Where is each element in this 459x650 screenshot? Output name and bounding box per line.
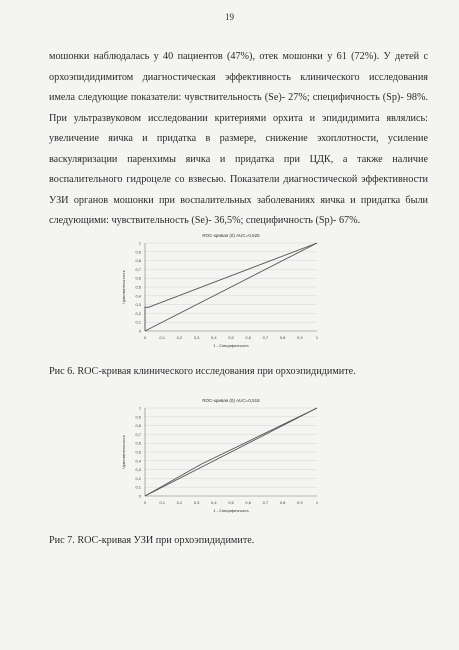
y-tick-label: 0,5 <box>135 284 141 290</box>
y-tick-label: 0,2 <box>135 310 141 316</box>
y-tick-label: 0,5 <box>135 449 141 455</box>
y-tick-label: 1 <box>138 405 141 411</box>
chart-title: ROC-кривая (0) AUC=0,625 <box>202 233 260 238</box>
x-tick-label: 0,7 <box>262 335 269 340</box>
y-tick-label: 0,2 <box>135 475 141 481</box>
y-tick-label: 0,7 <box>135 431 141 437</box>
y-tick-label: 1 <box>138 240 141 246</box>
roc-chart-clinical <box>112 228 332 358</box>
y-tick-label: 0,6 <box>135 440 141 446</box>
y-tick-label: 0,8 <box>135 423 141 429</box>
x-tick-label: 0,6 <box>245 500 251 505</box>
x-tick-label: 0,3 <box>193 500 200 505</box>
x-axis-label: 1 - Специфичность <box>213 508 249 513</box>
x-tick-label: 0,2 <box>176 335 183 340</box>
figure-caption-7: Рис 7. ROC-кривая УЗИ при орхоэпидидимите. <box>49 535 255 546</box>
y-tick-label: 0,3 <box>135 302 141 308</box>
y-tick-label: 0,9 <box>135 414 141 420</box>
y-tick-label: 0,4 <box>135 293 141 299</box>
y-tick-label: 0,7 <box>135 266 141 272</box>
roc-chart-clinical-svg <box>112 228 332 353</box>
x-tick-label: 0,9 <box>297 335 303 340</box>
x-tick-label: 1 <box>315 500 319 505</box>
x-tick-label: 0,8 <box>279 500 286 505</box>
x-tick-label: 0,8 <box>279 335 286 340</box>
y-tick-label: 0 <box>138 328 141 334</box>
y-tick-label: 0,1 <box>135 484 141 490</box>
x-tick-label: 0 <box>143 500 147 505</box>
x-tick-label: 0,1 <box>159 500 165 505</box>
x-tick-label: 0,4 <box>211 500 217 505</box>
chart-title: ROC-кривая (0) AUC=0,518 <box>202 398 260 403</box>
y-tick-label: 0,6 <box>135 275 141 281</box>
page-number: 19 <box>225 12 234 22</box>
y-tick-label: 0,1 <box>135 319 141 325</box>
x-tick-label: 0 <box>143 335 147 340</box>
x-tick-label: 0,5 <box>228 335 234 340</box>
y-tick-label: 0,9 <box>135 249 141 255</box>
x-tick-label: 1 <box>315 335 319 340</box>
x-tick-label: 0,9 <box>297 500 303 505</box>
x-tick-label: 0,5 <box>228 500 234 505</box>
figure-caption-6: Рис 6. ROC-кривая клинического исследования при орхоэпидидимите. <box>49 366 356 377</box>
y-tick-label: 0,3 <box>135 467 141 473</box>
x-tick-label: 0,4 <box>211 335 217 340</box>
x-tick-label: 0,3 <box>193 335 200 340</box>
x-axis-label: 1 - Специфичность <box>213 343 249 348</box>
y-tick-label: 0 <box>138 493 141 499</box>
y-axis-label: Чувствительность <box>121 270 126 304</box>
body-paragraph: мошонки наблюдалась у 40 пациентов (47%), отек мошонки у 61 (72%). У детей с орхоэпидидимитом диагностическая эффективность клинического исследования имела следующие показатели: чувствительность (Se)- 27%; специфичность (Sp)- 98%. При ультразвуковом исследовании критериями орхита и эпидидимита являлись: увеличение яичка и придатка в размере, снижение эхоплотности, усиление васкуляризации паренхимы яичка и придатка при ЦДК, а также наличие воспалительного гидроцеле со взвесью. Показатели диагностической эффективности УЗИ органов мошонки при воспалительных заболеваниях яичка и придатка были следующими: чувствительность (Se)- 36,5%; специфичность (Sp)- 67%. <box>49 51 428 226</box>
y-tick-label: 0,4 <box>135 458 141 464</box>
roc-chart-ultrasound-svg <box>112 393 332 518</box>
y-axis-label: Чувствительность <box>121 435 126 469</box>
x-tick-label: 0,6 <box>245 335 251 340</box>
x-tick-label: 0,1 <box>159 335 165 340</box>
y-tick-label: 0,8 <box>135 258 141 264</box>
roc-chart-ultrasound <box>112 393 332 523</box>
x-tick-label: 0,2 <box>176 500 183 505</box>
x-tick-label: 0,7 <box>262 500 269 505</box>
